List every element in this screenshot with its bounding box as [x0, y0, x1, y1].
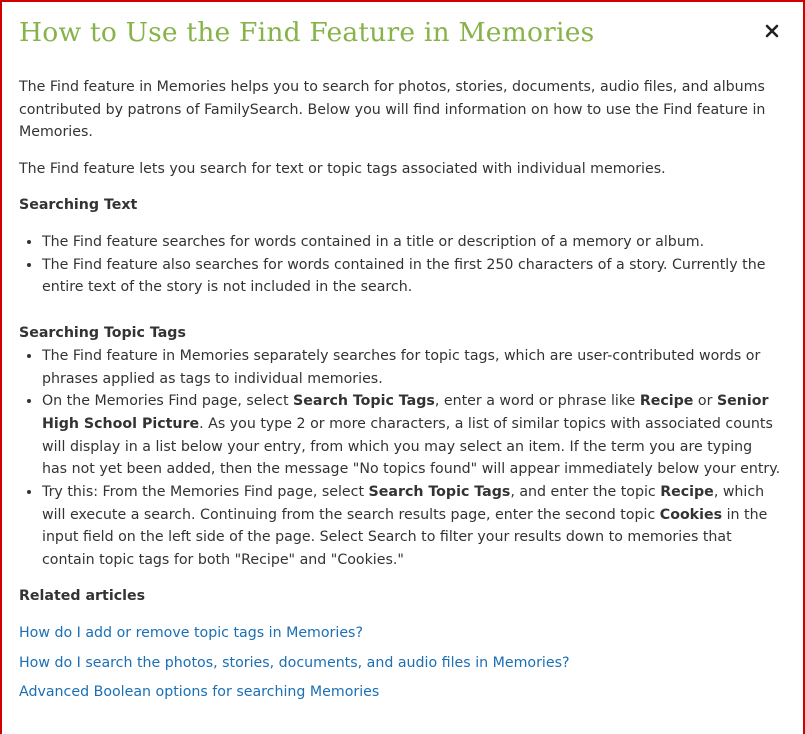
dialog-title: How to Use the Find Feature in Memories — [19, 17, 595, 48]
item-text: On the Memories Find page, select — [42, 393, 294, 410]
item-text: , and enter the topic — [510, 484, 661, 501]
feature-summary-paragraph: The Find feature lets you search for text or topic tags associated with individual memories. — [19, 160, 666, 177]
item-text: or — [693, 393, 717, 410]
bold-term: Recipe — [639, 393, 694, 410]
bold-term: Senior High School Picture — [42, 393, 769, 432]
bold-term: Recipe — [660, 484, 714, 501]
item-text: , which will execute a search. Continuing from the search results page, enter the second topic — [42, 484, 765, 523]
close-icon — [763, 22, 781, 40]
bold-term: Search Topic Tags — [293, 393, 435, 410]
article-body — [19, 76, 781, 711]
close-button[interactable] — [763, 22, 781, 40]
item-text: in the input field on the left side of the page. Select Search to filter your results down to memories that contain topic tags for both "Recipe" and "Cookies." — [42, 506, 768, 569]
list-item — [42, 481, 781, 572]
searching-tags-heading: Searching Topic Tags — [19, 325, 186, 342]
searching-tags-list — [19, 345, 781, 572]
bold-term: Cookies — [659, 506, 723, 523]
item-text: . As you type 2 or more characters, a list of similar topics with associated counts will display in a list below your entry, from which you may select an item. If the term you are typing has not yet been added, then the message "No topics found" will appear immediately below your entry. — [42, 415, 781, 478]
related-article-link[interactable]: Advanced Boolean options for searching Memories — [19, 684, 380, 701]
item-text: , enter a word or phrase like — [434, 393, 640, 410]
list-item: • The Find feature also searches for words contained in the first 250 characters of a story. Currently the entire text of the story is not included in the search. — [42, 254, 781, 299]
list-item — [42, 390, 781, 481]
item-text: Try this: From the Memories Find page, select — [42, 484, 369, 501]
related-articles-heading: Related articles — [19, 587, 146, 604]
bold-term: Search Topic Tags — [368, 484, 511, 501]
list-item: • The Find feature in Memories separately searches for topic tags, which are user-contributed words or phrases applied as tags to individual memories. — [42, 345, 781, 390]
related-article-link[interactable]: How do I add or remove topic tags in Memories? — [19, 625, 363, 642]
searching-text-list — [19, 231, 781, 299]
related-article-link[interactable]: How do I search the photos, stories, documents, and audio files in Memories? — [19, 654, 570, 671]
searching-text-heading: Searching Text — [19, 197, 138, 214]
list-item: • The Find feature searches for words contained in a title or description of a memory or album. — [42, 231, 781, 254]
intro-paragraph: The Find feature in Memories helps you to search for photos, stories, documents, audio files, and albums contributed by patrons of FamilySearch. Below you will find information on how to use the Find feature in Memories. — [19, 79, 766, 141]
